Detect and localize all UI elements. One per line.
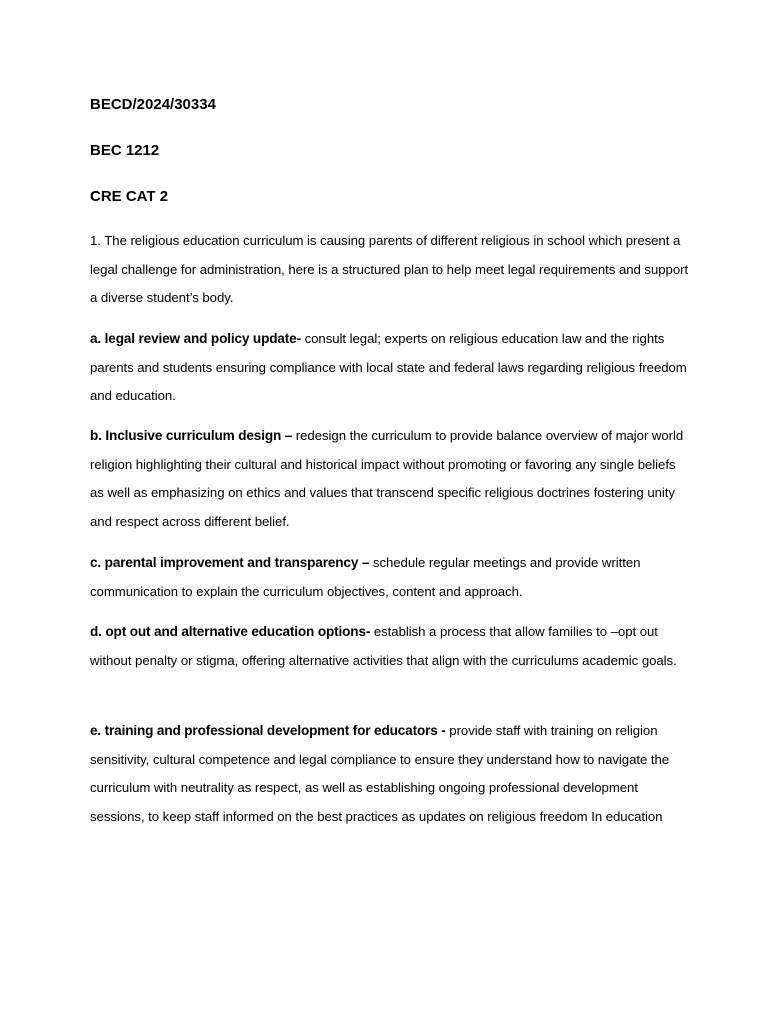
section-b-lead: b. Inclusive curriculum design – <box>90 428 293 443</box>
section-a-body: consult legal; experts on religious education law and the rights parents and students ensuring compliance with local state and federal laws regarding religious freedom and education. <box>90 331 687 403</box>
section-c-paragraph <box>90 549 690 606</box>
section-e-body: provide staff with training on religion sensitivity, cultural competence and legal compliance to ensure they understand how to navigate the curriculum with neutrality as respect, as well as establishing ongoing professional development sessions, to keep staff informed on the best practices as updates on religious freedom In education <box>90 723 670 824</box>
student-id-heading: BECD/2024/30334 <box>90 96 216 113</box>
section-d-paragraph <box>90 618 690 675</box>
section-b-body: redesign the curriculum to provide balance overview of major world religion highlighting their cultural and historical impact without promoting or favoring any single beliefs as well as emphasizing on ethics and values that transcend specific religious doctrines fostering unity and respect across different belief. <box>90 428 684 529</box>
course-code-heading: BEC 1212 <box>90 142 160 159</box>
intro-paragraph: 1. The religious education curriculum is causing parents of different religious in school which present a legal challenge for administration, here is a structured plan to help meet legal requirements and support a diverse student’s body. <box>90 233 689 305</box>
assignment-title-heading: CRE CAT 2 <box>90 188 169 205</box>
section-c-lead: c. parental improvement and transparency – <box>90 555 370 570</box>
section-c-body: schedule regular meetings and provide written communication to explain the curriculum objectives, content and approach. <box>90 555 641 599</box>
section-b-paragraph <box>90 422 690 536</box>
section-d-lead: d. opt out and alternative education options- <box>90 624 371 639</box>
section-e-paragraph <box>90 717 690 831</box>
section-a-lead: a. legal review and policy update- <box>90 331 301 346</box>
section-a-paragraph <box>90 325 690 411</box>
section-e-lead: e. training and professional development for educators - <box>90 723 446 738</box>
section-d-body: establish a process that allow families to –opt out without penalty or stigma, offering alternative activities that align with the curriculums academic goals. <box>90 624 677 668</box>
